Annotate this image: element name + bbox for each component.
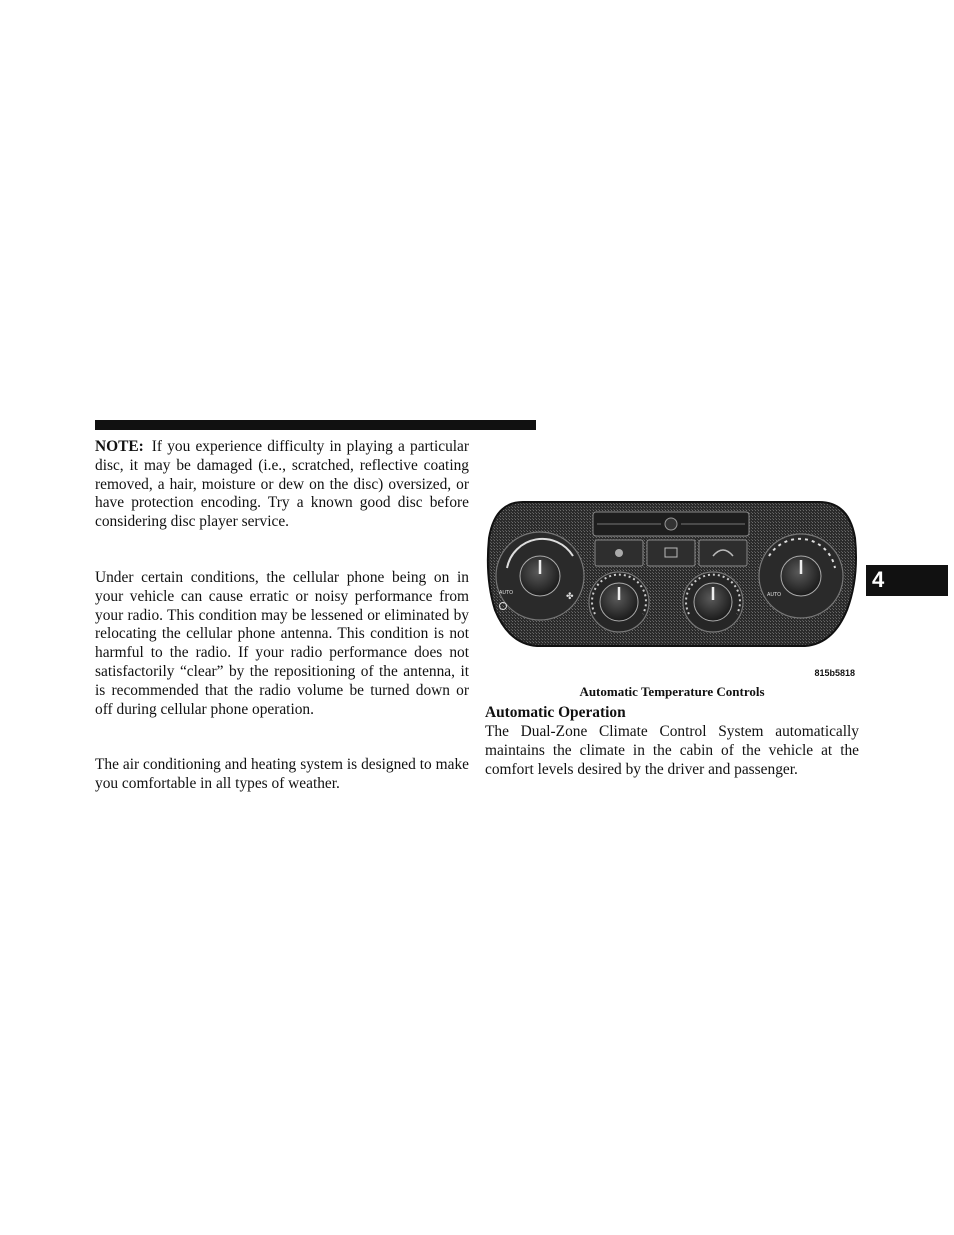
chapter-tab [866,565,948,596]
note-paragraph [95,438,469,532]
note-text: If you experience difficulty in playing a particular disc, it may be damaged (i.e., scratched, reflective coating removed, a hair, moisture or dew on the disc) oversized, or have protection encoding. Try a known good disc before considering disc player service. [95,438,469,531]
chapter-number: 4 [872,567,885,592]
right-column [485,703,859,779]
climate-control-figure [485,498,859,682]
figure-id: 815b5818 [814,668,855,678]
cellular-paragraph: Under certain conditions, the cellular phone being on in your vehicle can cause erratic or noisy performance from your radio. This condition may be lessened or eliminated by relocating the cellular phone antenna. This condition is not harmful to the radio. If your radio performance does not satisfactorily “clear” by the repositioning of the antenna, it is recommended that the radio volume be turned down or off during cellular phone operation. [95,568,469,718]
ac-paragraph: The air conditioning and heating system is designed to make you comfortable in all types of weather. [95,756,469,793]
note-label: NOTE: [95,438,144,455]
svg-text:AUTO: AUTO [767,592,782,598]
svg-text:✤: ✤ [566,592,574,602]
section-paragraph: The Dual-Zone Climate Control System automatically maintains the climate in the cabin of the vehicle at the comfort levels desired by the driver and passenger. [485,723,859,778]
left-column [95,438,469,794]
section-heading: Automatic Operation [485,704,626,721]
front-defrost-button [699,540,747,566]
svg-text:AUTO: AUTO [499,590,514,596]
rear-defrost-button [647,540,695,566]
section-rule [95,420,536,430]
figure-caption: Automatic Temperature Controls [579,684,765,699]
climate-control-illustration [485,498,859,682]
